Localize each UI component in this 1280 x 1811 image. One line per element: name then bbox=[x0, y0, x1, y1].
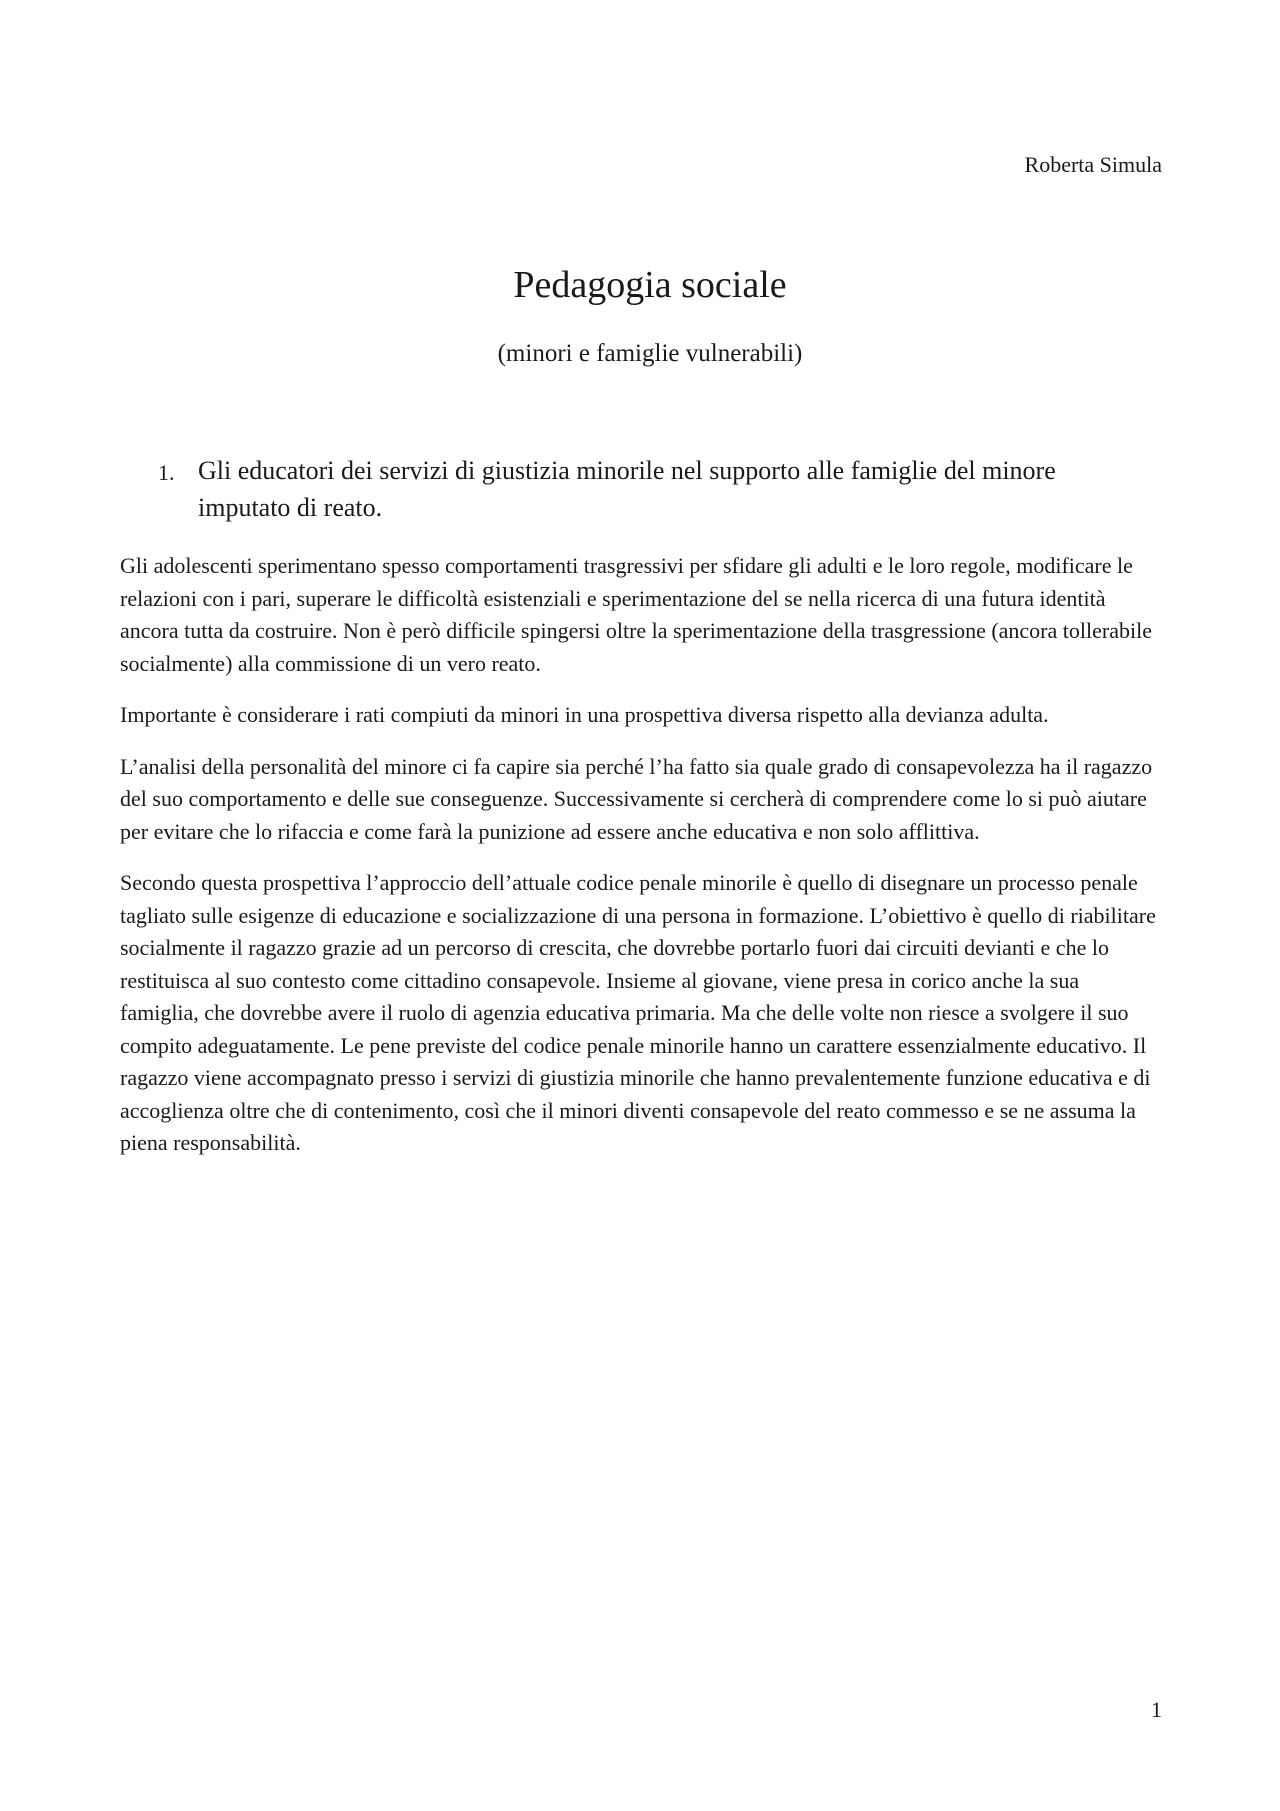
page-subtitle: (minori e famiglie vulnerabili) bbox=[497, 340, 803, 367]
paragraph: Importante è considerare i rati compiuti da minori in una prospettiva diversa rispetto alla devianza adulta. bbox=[120, 702, 1049, 727]
page-number: 1 bbox=[1151, 1697, 1162, 1722]
author-name: Roberta Simula bbox=[1024, 152, 1162, 177]
paragraph: Gli adolescenti sperimentano spesso comportamenti trasgressivi per sfidare gli adulti e le loro regole, modificare le relazioni con i pari, superare le difficoltà esistenziali e sperimentazione del se nella ricerca di una futura identità ancora tutta da costruire. Non è però difficile spingersi oltre la sperimentazione della trasgressione (ancora tollerabile socialmente) alla commissione di un vero reato. bbox=[120, 553, 1152, 676]
paragraph: Secondo questa prospettiva l’approccio dell’attuale codice penale minorile è quello di disegnare un processo penale tagliato sulle esigenze di educazione e socializzazione di una persona in formazione. L’obiettivo è quello di riabilitare socialmente il ragazzo grazie ad un percorso di crescita, che dovrebbe portarlo fuori dai circuiti devianti e che lo restituisca al suo contesto come cittadino consapevole. Insieme al giovane, viene presa in corico anche la sua famiglia, che dovrebbe avere il ruolo di agenzia educativa primaria. Ma che delle volte non riesce a svolgere il suo compito adeguatamente. Le pene previste del codice penale minorile hanno un carattere essenzialmente educativo. Il ragazzo viene accompagnato presso i servizi di giustizia minorile che hanno prevalentemente funzione educativa e di accoglienza oltre che di contenimento, così che il minori diventi consapevole del reato commesso e se ne assuma la piena responsabilità. bbox=[120, 870, 1156, 1155]
section-heading bbox=[158, 452, 1118, 526]
paragraph: L’analisi della personalità del minore ci fa capire sia perché l’ha fatto sia quale grado di consapevolezza ha il ragazzo del suo comportamento e delle sue conseguenze. Successivamente si cercherà di comprendere come lo si può aiutare per evitare che lo rifaccia e come farà la punizione ad essere anche educativa e non solo afflittiva. bbox=[120, 753, 1153, 844]
body-text bbox=[120, 550, 1160, 1179]
page-title: Pedagogia sociale bbox=[513, 264, 787, 306]
section-heading-text: Gli educatori dei servizi di giustizia minorile nel supporto alle famiglie del minore imputato di reato. bbox=[198, 456, 1056, 522]
section-number: 1. bbox=[158, 460, 175, 485]
